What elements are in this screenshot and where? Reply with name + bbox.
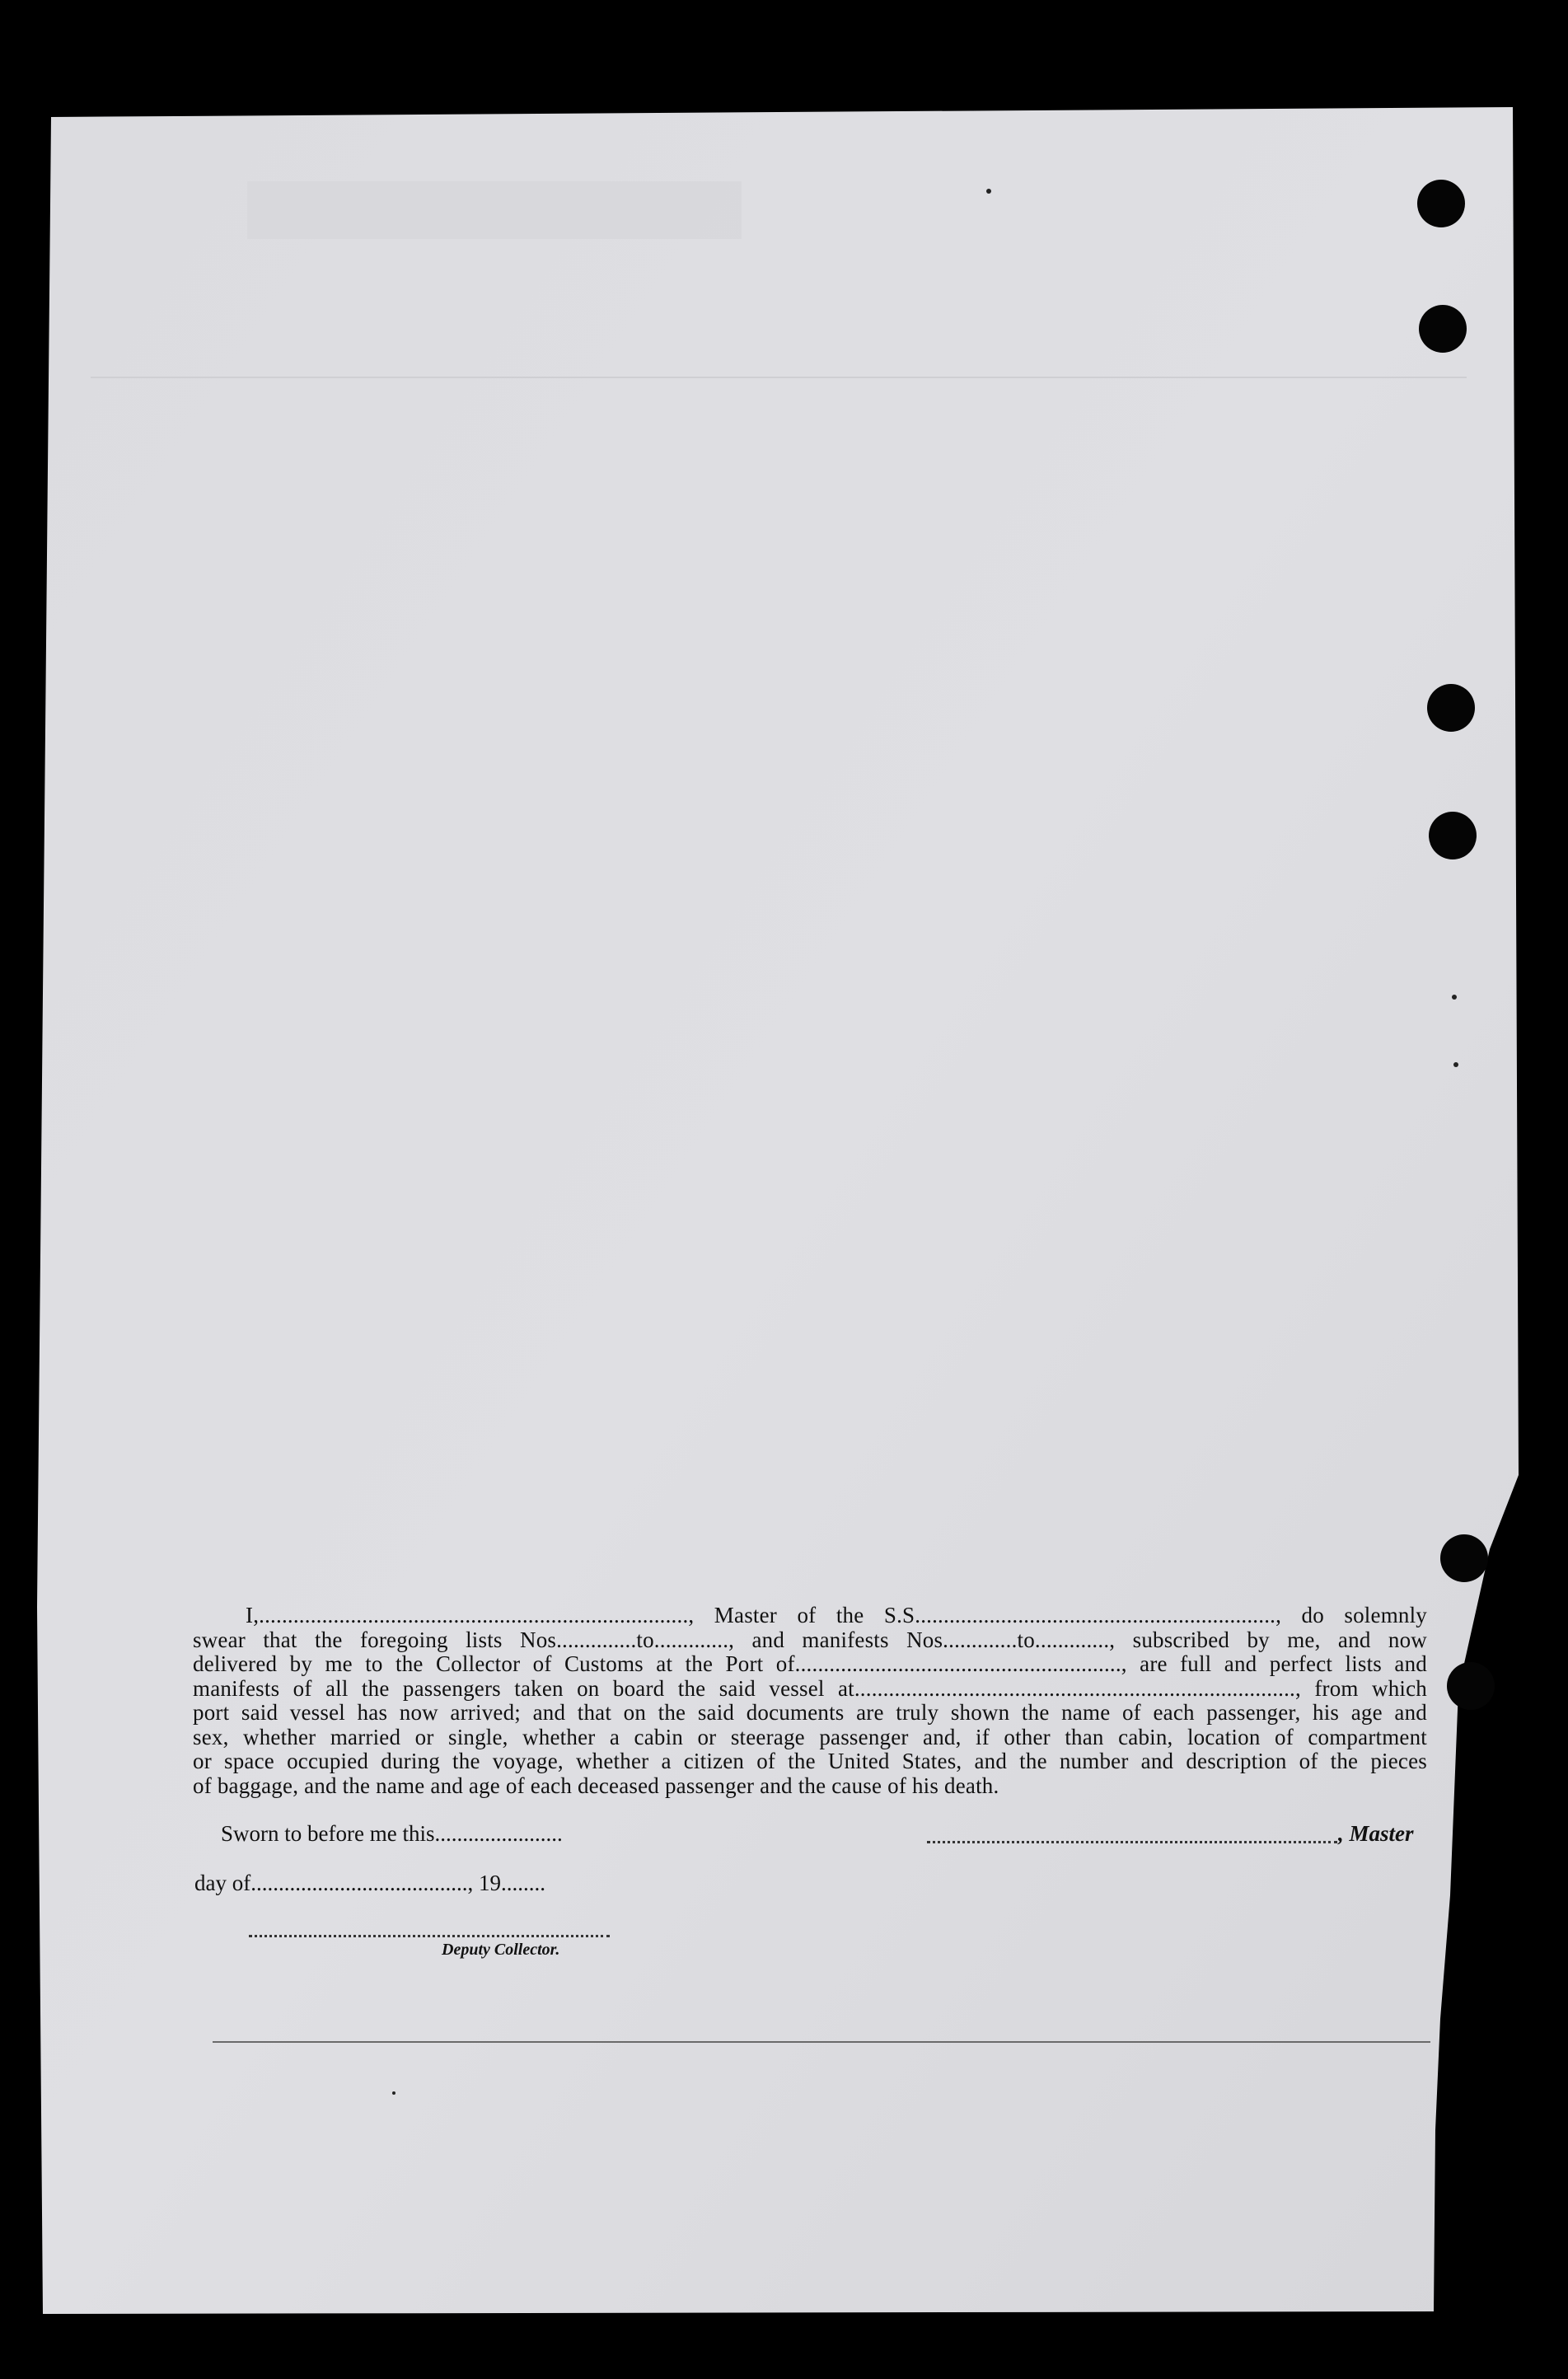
punch-hole [1447,1662,1495,1710]
oath-line: I,..........................................................................., Master of the S.S..............................................................., do solemnly [246,1603,1427,1627]
oath-line: or space occupied during the voyage, whether a citizen of the United States, and the number and description of the pieces [193,1749,1427,1773]
punch-hole [1440,1534,1488,1582]
master-label: , Master [1338,1821,1414,1846]
oath-line: sex, whether married or single, whether a cabin or steerage passenger and, if other than cabin, location of compartment [193,1724,1427,1749]
master-signature-line [927,1841,1337,1843]
deputy-signature-line [249,1935,610,1937]
paper-body [37,107,1519,2314]
deputy-collector-label: Deputy Collector. [442,1941,560,1959]
speck [1453,1062,1458,1067]
oath-line: port said vessel has now arrived; and that on the said documents are truly shown the name of each passenger, his age and [193,1700,1427,1725]
punch-hole [1417,180,1465,227]
speck [1452,995,1457,1000]
oath-line: delivered by me to the Collector of Customs at the Port of........................................................., are full and perfect lists and [193,1651,1427,1676]
sworn-before-text: Sworn to before me this....................... [221,1821,563,1846]
oath-paragraph [193,1604,1427,1798]
punch-hole [1419,305,1467,353]
speck [392,2091,396,2095]
punch-hole [1427,684,1475,732]
speck [986,189,991,194]
oath-line: swear that the foregoing lists Nos..............to............., and manifests Nos.............to............., subscribed by me, and now [193,1627,1427,1652]
oath-line: manifests of all the passengers taken on board the said vessel at............................................................................., from which [193,1675,1427,1701]
day-of-text: day of......................................., 19........ [194,1871,545,1895]
punch-hole [1429,812,1477,859]
oath-line: of baggage, and the name and age of each deceased passenger and the cause of his death. [193,1773,999,1798]
faded-header-area [247,181,742,239]
